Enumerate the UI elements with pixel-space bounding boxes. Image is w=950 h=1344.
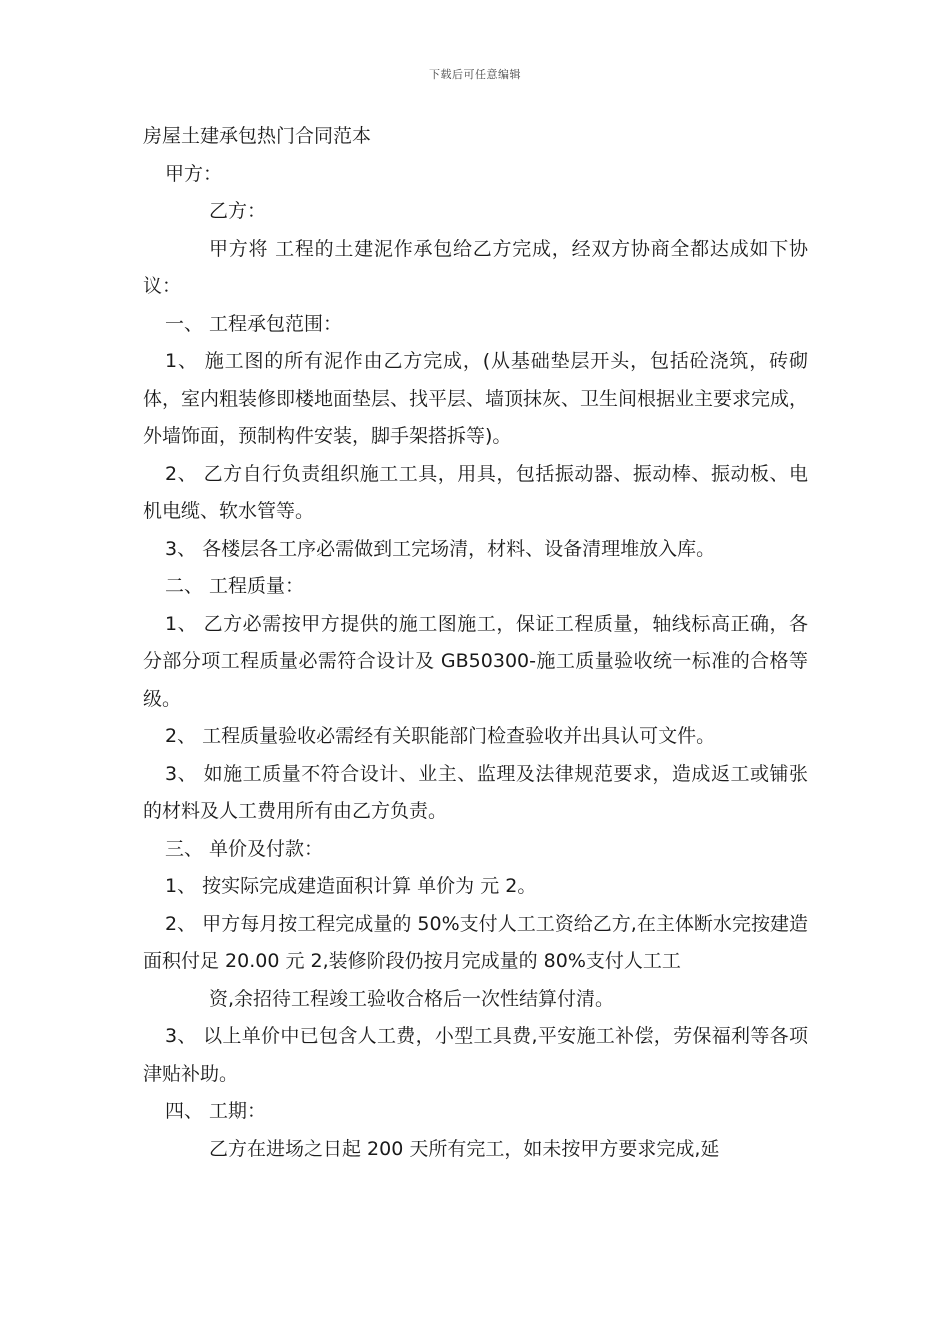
list-item-continuation: 资,余招待工程竣工验收合格后一次性结算付清。	[209, 987, 615, 1010]
list-item: 2、 工程质量验收必需经有关职能部门检查验收并出具认可文件。	[165, 725, 716, 747]
section-heading: 二、 工程质量：	[165, 575, 305, 597]
list-item: 2、 甲方每月按工程完成量的 50%支付人工工资给乙方,在主体断水完按建造面积付足 20.00 元 2,装修阶段仍按月完成量的 80%支付人工工	[143, 912, 808, 972]
intro-paragraph: 甲方将 工程的土建泥作承包给乙方完成，经双方协商全都达成如下协议：	[143, 237, 808, 297]
list-item: 3、 以上单价中已包含人工费，小型工具费,平安施工补偿，劳保福利等各项津贴补助。	[143, 1025, 808, 1085]
list-item: 1、 按实际完成建造面积计算 单价为 元 2。	[165, 875, 537, 897]
header-note: 下载后可任意编辑	[429, 68, 521, 81]
list-item: 1、 乙方必需按甲方提供的施工图施工，保证工程质量，轴线标高正确，各分部分项工程质量必需符合设计及 GB50300-施工质量验收统一标准的合格等级。	[143, 612, 808, 710]
document-title: 房屋土建承包热门合同范本	[143, 125, 372, 147]
party-b-line: 乙方：	[209, 200, 267, 222]
list-item: 2、 乙方自行负责组织施工工具，用具，包括振动器、振动棒、振动板、电机电缆、软水管等。	[143, 462, 808, 522]
list-item: 乙方在进场之日起 200 天所有完工，如未按甲方要求完成,延	[209, 1137, 720, 1160]
document-body	[143, 118, 808, 1168]
list-item: 3、 如施工质量不符合设计、业主、监理及法律规范要求，造成返工或铺张的材料及人工费用所有由乙方负责。	[143, 762, 808, 822]
party-a-line: 甲方：	[165, 162, 223, 185]
section-heading: 四、 工期：	[165, 1100, 267, 1122]
section-heading: 一、 工程承包范围：	[165, 312, 343, 335]
list-item: 1、 施工图的所有泥作由乙方完成，(从基础垫层开头，包括砼浇筑，砖砌体，室内粗装修即楼地面垫层、找平层、墙顶抹灰、卫生间根据业主要求完成，外墙饰面，预制构件安装，脚手架搭拆等)。	[143, 350, 809, 447]
list-item: 3、 各楼层各工序必需做到工完场清，材料、设备清理堆放入库。	[165, 537, 716, 560]
section-heading: 三、 单价及付款：	[165, 837, 324, 860]
